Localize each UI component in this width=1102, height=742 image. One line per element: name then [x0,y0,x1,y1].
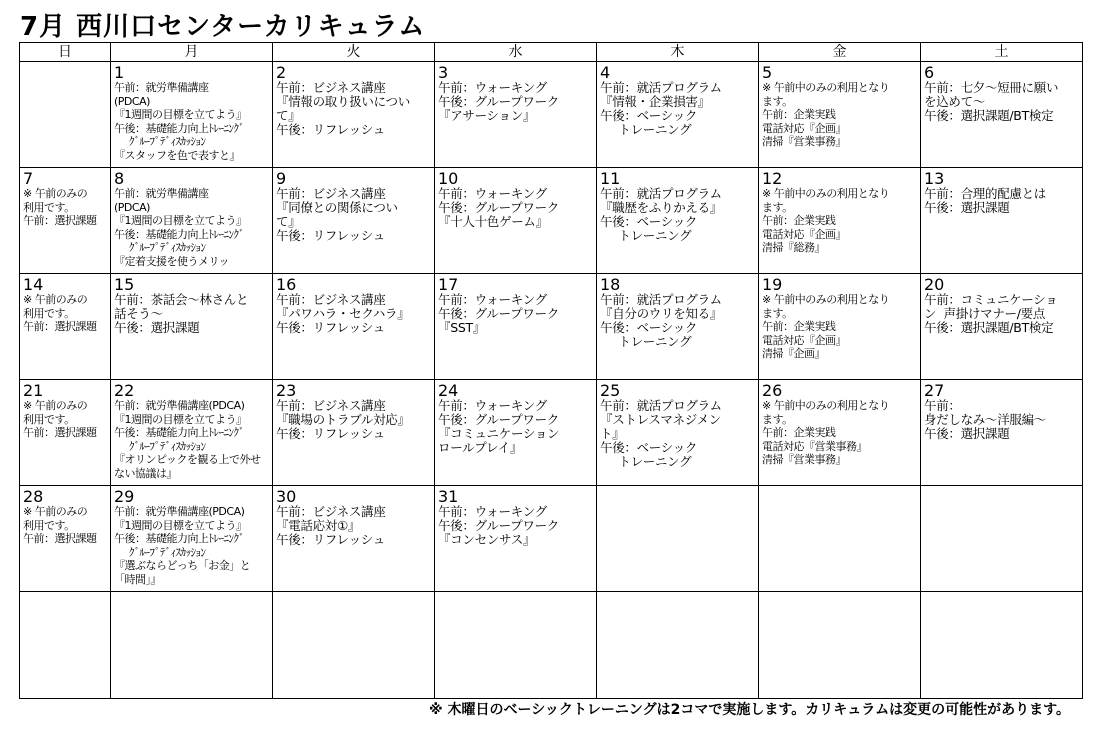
schedule-line: 午前：就活プログラム [600,80,722,95]
day-number: 17 [438,275,459,294]
day-cell-content [20,486,110,546]
day-number: 5 [762,63,773,82]
schedule-line: 利用です。 [23,200,75,214]
schedule-line: 午後：リフレッシュ [276,122,385,137]
day-number: 8 [114,169,125,188]
schedule-line: トレーニング [600,334,692,349]
day-cell-content [273,486,434,547]
weekday-wed: 水 [435,43,597,62]
schedule-line: 『パワハラ・セクハラ』 [276,306,410,321]
day-cell [273,62,435,168]
schedule-line: トレーニング [600,122,692,137]
schedule-line: て』 [276,108,301,123]
day-cell [273,486,435,592]
schedule-line: 午前：七夕～短冊に願い [924,80,1059,95]
day-cell-content [921,62,1082,123]
day-cell [759,380,921,486]
schedule-line: ※ 午前のみの [23,505,88,518]
day-cell [597,592,759,699]
schedule-line: 清掃『企画』 [762,347,825,360]
day-number: 3 [438,63,449,82]
day-cell [759,62,921,168]
schedule-line: ロールプレイ』 [438,440,523,455]
schedule-line: ｸﾞﾙｰﾌﾟﾃﾞｨｽｶｯｼｮﾝ [114,241,206,254]
day-number: 9 [276,169,287,188]
day-number: 13 [924,169,945,188]
day-cell-content [273,168,434,243]
day-cell [435,592,597,699]
day-number: 19 [762,275,783,294]
schedule-line: 『オリンピックを観る上で外せ [114,453,261,466]
week-row [20,380,1083,486]
week-row [20,62,1083,168]
day-number: 30 [276,487,297,506]
schedule-line: 午前：ウォーキング [438,292,547,307]
day-cell [111,62,273,168]
day-cell-content [435,274,596,335]
day-cell [597,62,759,168]
schedule-line: ｸﾞﾙｰﾌﾟﾃﾞｨｽｶｯｼｮﾝ [114,545,206,559]
day-cell [921,168,1083,274]
day-cell [921,380,1083,486]
schedule-line: 『1週間の目標を立てよう』 [114,412,247,426]
schedule-line: 午前：選択課題 [23,532,97,545]
day-cell-content [921,168,1082,215]
day-cell-content [759,592,920,594]
day-number: 26 [762,381,783,400]
day-cell-content [597,486,758,488]
schedule-line: トレーニング [600,454,692,469]
schedule-line: ｸﾞﾙｰﾌﾟﾃﾞｨｽｶｯｼｮﾝ [114,135,206,148]
schedule-line: 『情報の取り扱いについ [276,94,410,109]
day-cell-content [273,380,434,441]
day-number: 7 [23,169,34,188]
schedule-line: 午後：選択課題 [924,200,1010,215]
day-cell-content [921,592,1082,594]
schedule-line: 「時間」』 [114,572,161,586]
day-cell-content [597,592,758,594]
week-row [20,486,1083,592]
schedule-line: 午後：基礎能力向上ﾄﾚｰﾆﾝｸﾞ [114,121,244,135]
schedule-line: ン 声掛けマナー/要点 [924,306,1046,321]
day-cell [111,274,273,380]
schedule-line: ※ 午前中のみの利用となり [762,293,890,306]
schedule-line: 午後：グループワーク [438,200,560,215]
day-number: 28 [23,487,44,506]
schedule-line: 『職歴をふりかえる』 [600,200,723,215]
schedule-line: 利用です。 [23,306,75,320]
schedule-line: 『職場のトラブル対応』 [276,412,410,427]
day-number: 31 [438,487,459,506]
day-cell-content [921,486,1082,488]
schedule-line: 午後：グループワーク [438,94,560,109]
day-cell-content [435,592,596,594]
schedule-line: 『1週間の目標を立てよう』 [114,518,247,532]
footnote: ※ 木曜日のベーシックトレーニングは2コマで実施します。カリキュラムは変更の可能性があります。 [428,702,1070,718]
schedule-line: 『電話応対①』 [276,518,361,533]
schedule-line: 午前：企業実践 [762,214,836,227]
day-number: 12 [762,169,783,188]
day-cell [597,380,759,486]
schedule-line: 午前：就活プログラム [600,186,722,201]
day-cell-content [759,168,920,255]
schedule-line: 午後：ベーシック [600,108,698,123]
schedule-line: 午前：コミュニケーショ [924,292,1058,307]
schedule-line: 清掃『総務』 [762,241,825,254]
schedule-line: 午前：ウォーキング [438,504,547,519]
day-cell-content [435,168,596,229]
schedule-line: ※ 午前中のみの利用となり [762,81,890,94]
day-cell [921,62,1083,168]
schedule-line: 午後：ベーシック [600,214,698,229]
weekday-thu: 木 [597,43,759,62]
day-cell-content [111,592,272,594]
week-row [20,274,1083,380]
day-cell-content [759,486,920,488]
schedule-line: 電話対応『企画』 [762,227,846,241]
weekday-mon: 月 [111,43,273,62]
schedule-line: 午後：リフレッシュ [276,320,385,335]
day-number: 15 [114,275,135,294]
day-number: 10 [438,169,459,188]
day-number: 22 [114,381,135,400]
schedule-line: 『ストレスマネジメン [600,412,722,427]
schedule-line: 午後：基礎能力向上ﾄﾚｰﾆﾝｸﾞ [114,532,244,545]
schedule-line: 『アサーション』 [438,108,536,123]
schedule-line: 午前：ウォーキング [438,80,547,95]
calendar-table [19,42,1083,699]
day-cell-content [597,62,758,137]
day-cell [921,486,1083,592]
day-cell [435,62,597,168]
schedule-line: 午前：ビジネス講座 [276,186,386,201]
page-title: 7月 西川口センターカリキュラム [20,12,426,42]
weekday-sat: 土 [921,43,1083,62]
schedule-line: 午前：就労準備講座 [114,187,209,200]
schedule-line: 『情報・企業損害』 [600,94,710,109]
day-cell [20,62,111,168]
schedule-line: 午前：茶話会～林さんと [114,292,249,307]
schedule-line: 午前：就活プログラム [600,398,722,413]
schedule-line: ｸﾞﾙｰﾌﾟﾃﾞｨｽｶｯｼｮﾝ [114,439,206,453]
week-row [20,592,1083,699]
schedule-line: 『スタッフを色で表すと』 [114,148,240,162]
schedule-line: 電話対応『企画』 [762,121,846,135]
day-cell [759,592,921,699]
day-cell [20,168,111,274]
schedule-line: ト』 [600,426,625,441]
schedule-line: 『コミュニケーション [438,426,560,441]
schedule-line: 清掃『営業事務』 [762,453,846,466]
day-number: 14 [23,275,44,294]
day-cell-content [435,62,596,123]
day-number: 18 [600,275,621,294]
schedule-line: 午前：ビジネス講座 [276,80,386,95]
schedule-line: 午後：リフレッシュ [276,228,385,243]
schedule-line: 午後：選択課題 [114,320,200,335]
day-cell [597,274,759,380]
schedule-line: 午前：企業実践 [762,108,836,121]
day-cell-content [597,380,758,469]
day-cell-content [921,380,1082,441]
day-cell [20,486,111,592]
schedule-line: ※ 午前中のみの利用となり [762,399,890,412]
day-number: 11 [600,169,621,188]
schedule-line: 『1週間の目標を立てよう』 [114,108,247,121]
day-cell-content [273,592,434,594]
schedule-line: 午前：企業実践 [762,426,836,439]
schedule-line: て』 [276,214,301,229]
schedule-line: 身だしなみ～洋服編～ [924,412,1047,427]
day-cell-content [597,168,758,243]
schedule-line: ます。 [762,94,793,108]
schedule-line: 午後：リフレッシュ [276,532,385,547]
day-cell-content [111,168,272,268]
day-cell-content [111,486,272,586]
day-number: 20 [924,275,945,294]
schedule-line: 電話対応『営業事務』 [762,439,867,453]
schedule-line: 午前：就活プログラム [600,292,722,307]
schedule-line: 午前：ビジネス講座 [276,398,386,413]
schedule-line: 午後：グループワーク [438,412,560,427]
day-cell [435,274,597,380]
schedule-line: 午前：就労準備講座(PDCA) [114,505,245,518]
day-cell [921,592,1083,699]
day-cell-content [20,168,110,228]
schedule-line: 午前：ウォーキング [438,186,547,201]
day-cell [20,592,111,699]
day-number: 29 [114,487,135,506]
day-number: 2 [276,63,287,82]
day-cell-content [273,274,434,335]
schedule-line: ます。 [762,200,793,214]
day-cell [759,274,921,380]
day-cell [111,486,273,592]
weekday-sun: 日 [20,43,111,62]
day-number: 6 [924,63,935,82]
schedule-line: 午前：就労準備講座(PDCA) [114,399,245,412]
day-cell [435,486,597,592]
schedule-line: 『十人十色ゲーム』 [438,214,548,229]
day-cell-content [759,274,920,361]
schedule-line: ※ 午前のみの [23,187,88,200]
schedule-line: 午前：ウォーキング [438,398,547,413]
schedule-line: を込めて～ [924,94,986,109]
day-cell-content [20,592,110,594]
schedule-line: 午後：基礎能力向上ﾄﾚｰﾆﾝｸﾞ [114,227,244,241]
schedule-line: トレーニング [600,228,692,243]
schedule-line: 『SST』 [438,320,486,335]
weekday-fri: 金 [759,43,921,62]
schedule-line: 午前：企業実践 [762,320,836,333]
day-number: 16 [276,275,297,294]
schedule-line: 午前：ビジネス講座 [276,504,386,519]
day-cell-content [20,274,110,334]
weekday-header-row [20,43,1083,62]
day-cell [20,380,111,486]
day-cell [111,380,273,486]
week-row [20,168,1083,274]
schedule-line: 午前：就労準備講座 [114,81,209,94]
schedule-line: 午後：リフレッシュ [276,426,385,441]
day-cell [273,380,435,486]
schedule-line: 『定着支援を使うメリッ [114,254,230,268]
day-number: 21 [23,381,44,400]
day-cell-content [20,62,110,64]
day-cell [921,274,1083,380]
day-cell-content [20,380,110,440]
schedule-line: 午後：基礎能力向上ﾄﾚｰﾆﾝｸﾞ [114,426,244,439]
day-cell [759,168,921,274]
schedule-line: (PDCA) [114,200,150,214]
day-cell-content [111,62,272,162]
day-number: 25 [600,381,621,400]
schedule-line: 『自分のウリを知る』 [600,306,723,321]
day-number: 27 [924,381,945,400]
schedule-line: 利用です。 [23,412,75,426]
weekday-tue: 火 [273,43,435,62]
schedule-line: ※ 午前中のみの利用となり [762,187,890,200]
day-cell [597,168,759,274]
schedule-line: ※ 午前のみの [23,399,88,412]
day-number: 24 [438,381,459,400]
schedule-line: 午前：ビジネス講座 [276,292,386,307]
schedule-line: 午後：グループワーク [438,518,560,533]
day-cell [273,274,435,380]
schedule-line: 電話対応『企画』 [762,333,846,347]
day-cell-content [111,380,272,480]
schedule-line: 午前：選択課題 [23,426,97,439]
day-cell-content [759,380,920,467]
schedule-line: 午後：選択課題/BT検定 [924,320,1054,335]
schedule-line: 午前： [924,398,961,413]
day-cell [273,168,435,274]
day-cell [273,592,435,699]
day-cell [111,592,273,699]
schedule-line: 午前：選択課題 [23,320,97,333]
day-cell-content [597,274,758,349]
day-cell [435,380,597,486]
day-cell [111,168,273,274]
day-cell-content [435,380,596,455]
schedule-line: 午後：グループワーク [438,306,560,321]
schedule-line: 『コンセンサス』 [438,532,536,547]
schedule-line: ない協議は』 [114,466,177,480]
schedule-line: 午後：選択課題/BT検定 [924,108,1054,123]
schedule-line: 『1週間の目標を立てよう』 [114,214,247,227]
day-cell-content [759,62,920,149]
day-cell-content [273,62,434,137]
day-number: 4 [600,63,611,82]
day-cell-content [921,274,1082,335]
day-cell-content [111,274,272,335]
day-cell-content [435,486,596,547]
schedule-line: 利用です。 [23,518,75,532]
calendar-body [20,62,1083,699]
schedule-line: 午後：ベーシック [600,440,698,455]
schedule-line: 清掃『営業事務』 [762,135,846,148]
schedule-line: 話そう～ [114,306,163,321]
schedule-line: ます。 [762,306,793,320]
schedule-line: 午前：選択課題 [23,214,97,227]
day-cell [435,168,597,274]
day-cell [20,274,111,380]
schedule-line: 午後：選択課題 [924,426,1010,441]
day-cell [597,486,759,592]
day-number: 1 [114,63,125,82]
day-number: 23 [276,381,297,400]
schedule-line: 『同僚との関係につい [276,200,398,215]
schedule-line: ※ 午前のみの [23,293,88,306]
schedule-line: ます。 [762,412,793,426]
schedule-line: (PDCA) [114,94,150,108]
schedule-line: 午後：ベーシック [600,320,698,335]
schedule-line: 『選ぶならどっち「お金」と [114,559,251,572]
schedule-line: 午前：合理的配慮とは [924,186,1047,201]
day-cell [759,486,921,592]
